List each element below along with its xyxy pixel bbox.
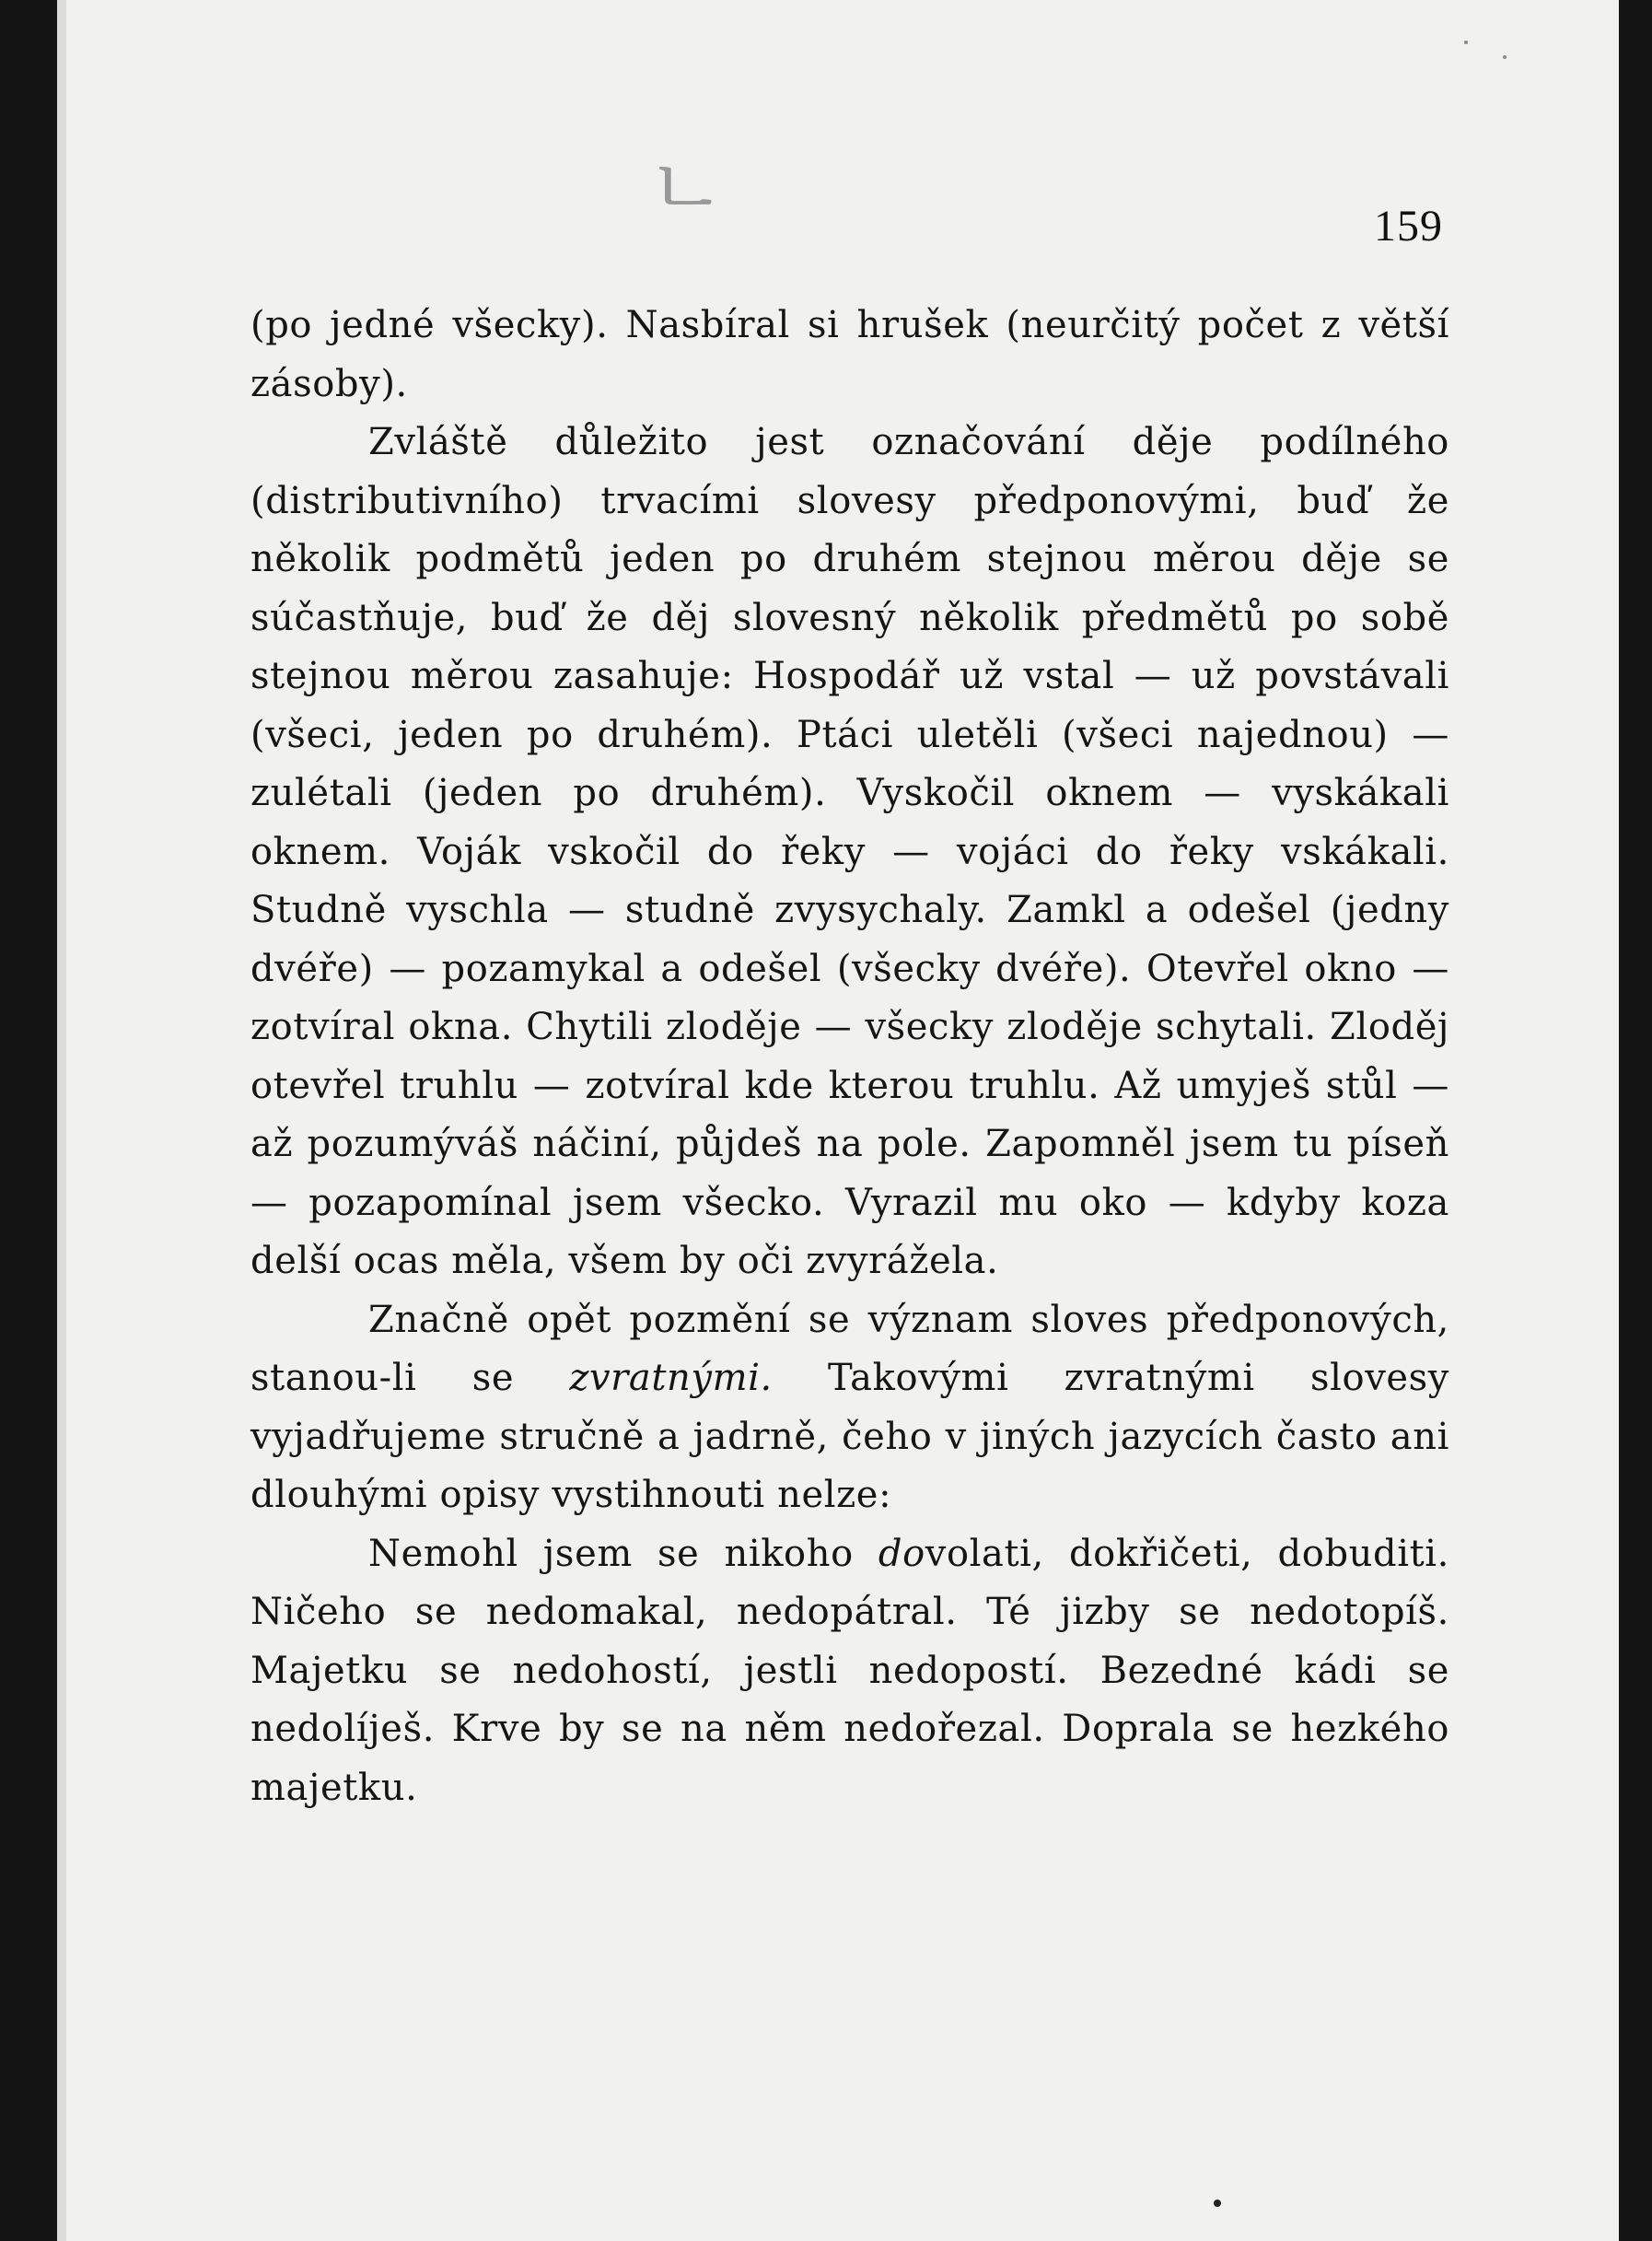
paragraph-3-text-before: Značně opět pozmění se význam sloves předponových, stanou-li se: [250, 1298, 1449, 1399]
paragraph-4-text-before: Nemohl jsem se nikoho: [368, 1532, 878, 1575]
paragraph-3: [250, 1291, 1449, 1525]
body-text: [250, 297, 1449, 1817]
book-page: [66, 0, 1619, 2241]
paragraph-4-italic-prefix: do: [878, 1532, 925, 1575]
paragraph-3-text-after: Takovými zvratnými slovesy vyjadřujeme stručně a jadrně, čeho v jiných jazycích často ani dlouhými opisy vystihnouti nelze:: [250, 1357, 1449, 1516]
paragraph-4: [250, 1525, 1449, 1818]
right-scan-border: [1619, 0, 1652, 2241]
left-scan-border: [0, 0, 57, 2241]
paragraph-4-text-after: volati, dokřičeti, dobuditi. Ničeho se nedomakal, nedopátral. Té jizby se nedotopíš. Majetku se nedohostí, jestli nedopostí. Bezedné kádi se nedolíješ. Krve by se na něm nedořezal. Doprala se hezkého majetku.: [250, 1532, 1449, 1809]
paragraph-1: (po jedné všecky). Nasbíral si hrušek (neurčitý počet z větší zásoby).: [250, 304, 1449, 405]
paragraph-3-italic-term: zvratnými.: [569, 1357, 773, 1399]
pencil-mark-icon: ㄴ: [646, 140, 727, 237]
left-scan-gap: [57, 0, 66, 2241]
print-speck: [1503, 55, 1507, 59]
print-speck: [1464, 41, 1468, 44]
print-speck: [1214, 2200, 1221, 2207]
page-number: 159: [1374, 202, 1443, 251]
paragraph-2: Zvláště důležito jest označování děje podílného (distributivního) trvacími slovesy předponovými, buď že několik podmětů jeden po druhém stejnou měrou děje se súčastňuje, buď že děj slovesný několik předmětů po sobě stejnou měrou zasahuje: Hospodář už vstal — už povstávali (všeci, jeden po druhém). Ptáci uletěli (všeci najednou) — zulétali (jeden po druhém). Vyskočil oknem — vyskákali oknem. Voják vskočil do řeky — vojáci do řeky vskákali. Studně vyschla — studně zvysychaly. Zamkl a odešel (jedny dvéře) — pozamykal a odešel (všecky dvéře). Otevřel okno — zotvíral okna. Chytili zloděje — všecky zloděje schytali. Zloděj otevřel truhlu — zotvíral kde kterou truhlu. Až umyješ stůl — až pozumýváš náčiní, půjdeš na pole. Zapomněl jsem tu píseň — pozapomínal jsem všecko. Vyrazil mu oko — kdyby koza delší ocas měla, všem by oči zvyrážela.: [250, 421, 1449, 1282]
